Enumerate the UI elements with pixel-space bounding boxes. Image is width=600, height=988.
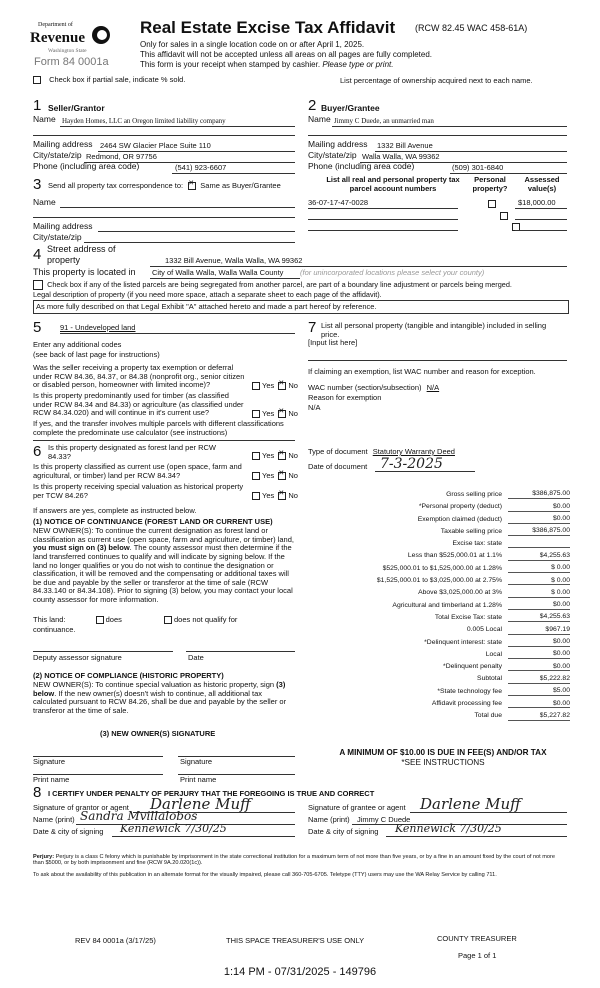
street-label-1: Street address of (47, 244, 116, 254)
tax-row-value[interactable]: $ 0.00 (508, 585, 570, 597)
partial-sale-checkbox[interactable] (33, 76, 41, 84)
tax-row (300, 560, 570, 572)
recording-stamp: 1:14 PM - 07/31/2025 - 149796 (223, 966, 377, 978)
seller-mail-field[interactable]: 2464 SW Glacier Place Suite 110 (100, 141, 211, 150)
section-8-number: 8 (33, 784, 42, 801)
seller-city-label: City/state/zip (33, 150, 82, 160)
owner-print-label-1: Print name (33, 775, 70, 784)
exemption-no-label: No (288, 381, 298, 390)
see-instructions-note: *SEE INSTRUCTIONS (401, 758, 485, 767)
exemption-no-checkbox[interactable] (278, 382, 286, 390)
section-6-number: 6 (33, 443, 42, 460)
tax-row-value[interactable]: $0.00 (508, 659, 570, 671)
grantee-date-city[interactable]: Kennewick 7/30/25 (395, 822, 502, 835)
wac-field[interactable]: N/A (426, 383, 440, 392)
send-correspondence-label: Send all property tax correspondence to: (48, 181, 184, 190)
tax-row (300, 487, 570, 499)
does-not-label: does not qualify for (173, 615, 238, 624)
dor-logo (30, 22, 120, 72)
tax-row (300, 708, 570, 720)
tax-row-value[interactable]: $5.00 (508, 683, 570, 695)
notice-continuance-text (33, 527, 295, 605)
personal-property-input[interactable]: [Input list here] (308, 338, 358, 347)
current-use-no-label: No (288, 471, 298, 480)
tax-row-label: Gross selling price (446, 490, 502, 498)
deputy-date-label: Date (188, 653, 204, 662)
doc-date-field[interactable]: 7-3-2025 (380, 456, 443, 472)
reason-label: Reason for exemption (308, 393, 382, 402)
buyer-city-field[interactable]: Walla Walla, WA 99362 (362, 152, 440, 161)
wac-row (308, 384, 439, 393)
tax-row-value[interactable]: $0.00 (508, 597, 570, 609)
see-codes-label: (see back of last page for instructions) (33, 350, 160, 359)
located-hint: (for unincorporated locations please select your county) (300, 268, 485, 277)
logo-revenue-word: Revenue (30, 30, 85, 46)
tax-row-label: $525,000.01 to $1,525,000.00 at 1.28% (382, 564, 502, 572)
seller-mail-label: Mailing address (33, 139, 93, 149)
legal-description-label: Legal description of property (if you need more space, attach a separate sheet to each page of the affidavit). (33, 290, 382, 299)
tax-row-label: Exemption claimed (deduct) (417, 515, 502, 523)
tax-row-label: 0.005 Local (466, 626, 502, 634)
timber-yes-checkbox[interactable] (252, 410, 260, 418)
grantor-signature[interactable]: Darlene Muff (150, 795, 251, 813)
street-label-2: property (47, 255, 81, 265)
form-number: Form 84 0001a (34, 56, 109, 68)
ownership-note: List percentage of ownership acquired next to each name. (340, 76, 533, 85)
correspondence-name-label: Name (33, 197, 56, 207)
forest-question: Is this property designated as forest land per RCW 84.33? (48, 443, 216, 461)
owner-print-label-2: Print name (180, 775, 217, 784)
tax-row-label: Agricultural and timberland at 1.28% (392, 601, 502, 609)
segregated-checkbox[interactable] (33, 280, 43, 290)
personal-property-checkbox-1[interactable] (488, 200, 496, 208)
certify-statement: I CERTIFY UNDER PENALTY OF PERJURY THAT THE FOREGOING IS TRUE AND CORRECT (48, 789, 375, 798)
tax-row (300, 536, 570, 548)
timber-no-checkbox[interactable] (278, 410, 286, 418)
historic-yes-label: Yes (262, 491, 275, 500)
notice-continuance-b: . The county assessor must then determine if the land transferred continues to qualify and will indicate by signing below. If the land no longer qualifies or you do not wish to continue the designation or classification, it will be removed and the compensating or additional taxes will be due and payable by the seller or transferor at the time of sale (RCW 84.33.140 or 84.34.108). Prior to signing (3) below, you may contact your local county assessor for more information. (33, 543, 293, 604)
minimum-due-note: A MINIMUM OF $10.00 IS DUE IN FEE(S) AND/OR TAX (339, 748, 547, 757)
seller-phone-field[interactable]: (541) 923-6607 (175, 163, 227, 172)
partial-sale-label: Check box if partial sale, indicate % sold. (49, 75, 186, 84)
section-2-number: 2 (308, 97, 317, 114)
tax-row-label: $1,525,000.01 to $3,025,000.00 at 2.75% (376, 577, 502, 585)
buyer-mail-field[interactable]: 1332 Bill Avenue (377, 141, 433, 150)
seller-city-field[interactable]: Redmond, OR 97756 (86, 152, 157, 161)
notice-continuance-a: NEW OWNER(S): To continue the current designation as forest land or classification as current use (open space, farm and agriculture, or timber) land, (33, 526, 294, 544)
tax-row (300, 523, 570, 535)
county-treasurer-label: COUNTY TREASURER (437, 934, 517, 943)
tax-row-value[interactable]: $0.00 (508, 646, 570, 658)
notice-compliance-text (33, 681, 295, 716)
reason-field[interactable]: N/A (308, 403, 321, 412)
tax-row (300, 499, 570, 511)
owner-signature-label-1: Signature (33, 757, 66, 766)
send-correspondence (48, 182, 281, 191)
answers-yes-note: If answers are yes, complete as instructed below. (33, 506, 197, 515)
tax-row (300, 585, 570, 597)
land-label: This land: (33, 615, 66, 624)
tax-row-label: Above $3,025,000.00 at 3% (418, 589, 502, 597)
timber-yes-label: Yes (262, 409, 275, 418)
new-owner-signature-heading: (3) NEW OWNER(S) SIGNATURE (100, 729, 216, 738)
form-revision: REV 84 0001a (3/17/25) (75, 936, 156, 945)
tax-row-label: Local (485, 650, 502, 658)
current-use-yes-no (252, 472, 298, 481)
legal-description-box[interactable] (33, 300, 569, 314)
grantor-date-city[interactable]: Kennewick 7/30/25 (120, 822, 227, 835)
treasurer-space-label: THIS SPACE TREASURER'S USE ONLY (226, 936, 365, 945)
seller-name-field[interactable]: Hayden Homes, LLC an Oregon limited liability company (62, 117, 226, 125)
doc-type-label: Type of document (308, 447, 368, 456)
does-checkbox[interactable] (96, 616, 104, 624)
perjury-notice (33, 854, 567, 867)
buyer-heading: Buyer/Grantee (321, 103, 380, 113)
grantor-signature-label: Signature of grantor or agent (33, 803, 129, 812)
tax-row-label: *Delinquent interest: state (424, 638, 502, 646)
located-label: This property is located in (33, 267, 136, 277)
tax-row (300, 573, 570, 585)
tax-row (300, 548, 570, 560)
tax-row-label: Less than $525,000.01 at 1.1% (407, 552, 502, 560)
buyer-city-label: City/state/zip (308, 150, 357, 160)
notice-compliance-b: . If the new owner(s) doesn't wish to continue, all additional tax calculated pursuant to RCW 84.26, shall be due and payable by the seller or transferor at the time of sale. (33, 688, 287, 715)
tax-row (300, 646, 570, 658)
continuance-label: continuance. (33, 625, 76, 634)
notice-compliance-bold: (3) below (33, 680, 286, 698)
grantor-name-print[interactable]: Sandra Mvillalobos (80, 809, 198, 823)
historic-yes-no (252, 492, 298, 501)
tax-row (300, 622, 570, 634)
partial-sale-row (33, 76, 185, 85)
tax-row-label: Total due (474, 712, 502, 720)
personal-header: Personal property? (472, 175, 508, 193)
tax-row (300, 696, 570, 708)
timber-question: Is this property predominantly used for timber (as classified under RCW 84.34 and 84.33) or agriculture (as classified under RCW 84.34.020) and will continue in it's current use? (33, 391, 244, 418)
tax-row (300, 659, 570, 671)
seller-phone-label: Phone (including area code) (33, 161, 140, 171)
sub-line-1: Only for sales in a single location code on or after April 1, 2025. (140, 40, 365, 49)
tax-row (300, 634, 570, 646)
exemption-yes-checkbox[interactable] (252, 382, 260, 390)
notice-compliance-a: NEW OWNER(S): To continue special valuation as historic property, sign (33, 680, 275, 689)
sub-line-3-text: This form is your receipt when stamped by cashier. (140, 60, 321, 69)
tax-row-label: *Delinquent penalty (443, 663, 502, 671)
grantee-signature-label: Signature of grantee or agent (308, 803, 406, 812)
doc-type-field[interactable]: Statutory Warranty Deed (372, 447, 455, 456)
additional-codes-label: Enter any additional codes (33, 340, 122, 349)
historic-yes-checkbox[interactable] (252, 492, 260, 500)
deputy-assessor-label: Deputy assessor signature (33, 653, 122, 662)
seller-name-label: Name (33, 114, 56, 124)
forest-no-checkbox[interactable] (278, 452, 286, 460)
notice-continuance-title: (1) NOTICE OF CONTINUANCE (FOREST LAND OR CURRENT USE) (33, 517, 273, 526)
buyer-phone-field[interactable]: (509) 301-6840 (452, 163, 504, 172)
tax-row-label: *Personal property (deduct) (418, 503, 502, 511)
tax-row-value[interactable]: $386,875.00 (508, 487, 570, 499)
buyer-mail-label: Mailing address (308, 139, 368, 149)
tax-row-value[interactable]: $ 0.00 (508, 573, 570, 585)
logo-swoosh-icon (92, 26, 110, 44)
tax-row-value[interactable]: $5,227.82 (508, 708, 570, 720)
perjury-text: Perjury is a class C felony which is punishable by imprisonment in the state correctional institution for a maximum term of not more than five years, or by a fine in an amount fixed by the court of not more than $5000, or by both imprisonment and fine (RCW 9A.20.020(1c)). (33, 854, 556, 867)
sub-line-3-italic: Please type or print. (322, 60, 394, 69)
historic-no-checkbox[interactable] (278, 492, 286, 500)
grantee-signature[interactable]: Darlene Muff (420, 795, 521, 813)
segregated-label: Check box if any of the listed parcels are being segregated from another parcel, are part of a boundary line adjustment or parcels being merged. (47, 279, 512, 289)
forest-yes-label: Yes (262, 451, 275, 460)
tax-row (300, 609, 570, 621)
logo-dept-line: Department of (38, 22, 73, 28)
parcel-number-field[interactable]: 36-07-17-47-0028 (308, 198, 369, 207)
sub-line-2: This affidavit will not be accepted unless all areas on all pages are fully completed. (140, 50, 433, 59)
current-use-yes-label: Yes (262, 471, 275, 480)
form-citation: (RCW 82.45 WAC 458-61A) (415, 23, 528, 33)
tax-row (300, 511, 570, 523)
grantor-name-label: Name (print) (33, 815, 75, 824)
same-as-buyer-checkbox[interactable] (188, 182, 196, 190)
land-qualify-row (33, 616, 237, 625)
tax-row-value[interactable]: $0.00 (508, 499, 570, 511)
doc-date-label: Date of document (308, 462, 368, 471)
wac-label: WAC number (section/subsection) (308, 383, 422, 392)
tax-row-label: Excise tax: state (452, 540, 502, 548)
logo-state-line: Washington State (48, 48, 87, 54)
tax-row-value[interactable]: $4,255.63 (508, 548, 570, 560)
exemption-yes-no (252, 382, 298, 391)
tax-row (300, 597, 570, 609)
tax-row-value[interactable]: $386,875.00 (508, 523, 570, 535)
historic-question: Is this property receiving special valuation as historical property per TCW 84.26? (33, 482, 244, 500)
legal-description-text: As more fully described on that Legal Exhibit "A" attached hereto and made a part hereof by reference. (36, 302, 377, 311)
exemption-yes-label: Yes (262, 381, 275, 390)
buyer-name-field[interactable]: Jimmy C Duede, an unmarried man (334, 117, 434, 125)
correspondence-city-label: City/state/zip (33, 232, 82, 242)
street-address-field[interactable]: 1332 Bill Avenue, Walla Walla, WA 99362 (165, 256, 303, 265)
tax-row-value[interactable]: $ 0.00 (508, 560, 570, 572)
tax-row-label: *State technology fee (437, 687, 502, 695)
seller-heading: Seller/Grantor (48, 103, 105, 113)
correspondence-mail-label: Mailing address (33, 221, 93, 231)
exemption-claim-text: If claiming an exemption, list WAC number and reason for exception. (308, 367, 536, 376)
tax-row-value[interactable] (508, 536, 570, 548)
timber-yes-no (252, 410, 298, 419)
tax-row (300, 671, 570, 683)
section-5-number: 5 (33, 319, 42, 336)
section-4-number: 4 (33, 246, 42, 263)
current-use-yes-checkbox[interactable] (252, 472, 260, 480)
does-not-checkbox[interactable] (164, 616, 172, 624)
buyer-phone-label: Phone (including area code) (308, 161, 415, 171)
owner-signature-label-2: Signature (180, 757, 213, 766)
exemption-question: Was the seller receiving a property tax exemption or deferral under RCW 84.36, 84.37, or 84.38 (nonprofit org., senior citizen or disabled person, homeowner with limited income)? (33, 363, 245, 390)
tax-row-label: Affidavit processing fee (431, 700, 502, 708)
forest-no-label: No (288, 451, 298, 460)
tax-row-value[interactable]: $0.00 (508, 511, 570, 523)
page-number: Page 1 of 1 (458, 951, 497, 960)
forest-yes-no (252, 452, 298, 461)
forest-yes-checkbox[interactable] (252, 452, 260, 460)
predominate-use-note: If yes, and the transfer involves multiple parcels with different classifications complete the predominate use calculator (see instructions) (33, 419, 284, 437)
does-label: does (105, 615, 122, 624)
assessed-header: Assessed value(s) (524, 175, 560, 193)
tax-row-label: Subtotal (477, 675, 502, 683)
availability-notice: To ask about the availability of this publication in an alternate format for the visually impaired, please call 360-705-6705. Teletype (TTY) users may use the WA Relay Service by calling 711. (33, 872, 497, 878)
timber-no-label: No (288, 409, 298, 418)
form-title: Real Estate Excise Tax Affidavit (140, 18, 396, 37)
historic-no-label: No (288, 491, 298, 500)
segregated-row (33, 280, 573, 290)
tax-row (300, 683, 570, 695)
land-use-code[interactable]: 91 - Undeveloped land (60, 323, 136, 332)
section-1-number: 1 (33, 97, 42, 114)
notice-continuance-bold: you must sign on (3) below (33, 543, 130, 553)
grantee-date-label: Date & city of signing (308, 827, 379, 836)
assessed-value-field[interactable]: $18,000.00 (518, 198, 556, 207)
grantee-name-label: Name (print) (308, 815, 350, 824)
tax-row-value[interactable]: $0.00 (508, 696, 570, 708)
section-3-number: 3 (33, 176, 42, 193)
tax-row-label: Total Excise Tax: state (434, 613, 502, 621)
tax-row-value[interactable]: $5,222.82 (508, 671, 570, 683)
tax-row-value[interactable]: $967.19 (508, 622, 570, 634)
section-7-number: 7 (308, 319, 317, 336)
tax-row-value[interactable]: $4,255.63 (508, 609, 570, 621)
tax-calculation-table (300, 487, 570, 721)
perjury-bold: Perjury: (33, 854, 55, 860)
grantee-name-print[interactable]: Jimmy C Duede (357, 815, 411, 824)
same-as-buyer-label: Same as Buyer/Grantee (200, 181, 281, 190)
current-use-question: Is this property classified as current use (open space, farm and agricultural, or timber) land per RCW 84.34? (33, 462, 242, 480)
parcel-header: List all real and personal property tax parcel account numbers (326, 175, 460, 193)
current-use-no-checkbox[interactable] (278, 472, 286, 480)
tax-row-value[interactable]: $0.00 (508, 634, 570, 646)
sub-line-3 (140, 60, 393, 69)
tax-row-label: Taxable selling price (440, 527, 502, 535)
located-field[interactable]: City of Walla Walla, Walla Walla County (152, 268, 284, 277)
notice-compliance-title: (2) NOTICE OF COMPLIANCE (HISTORIC PROPERTY) (33, 671, 224, 680)
grantor-date-label: Date & city of signing (33, 827, 104, 836)
buyer-name-label: Name (308, 114, 331, 124)
personal-property-text: List all personal property (tangible and intangible) included in selling price. (321, 321, 547, 339)
personal-property-checkbox-2[interactable] (500, 212, 508, 220)
